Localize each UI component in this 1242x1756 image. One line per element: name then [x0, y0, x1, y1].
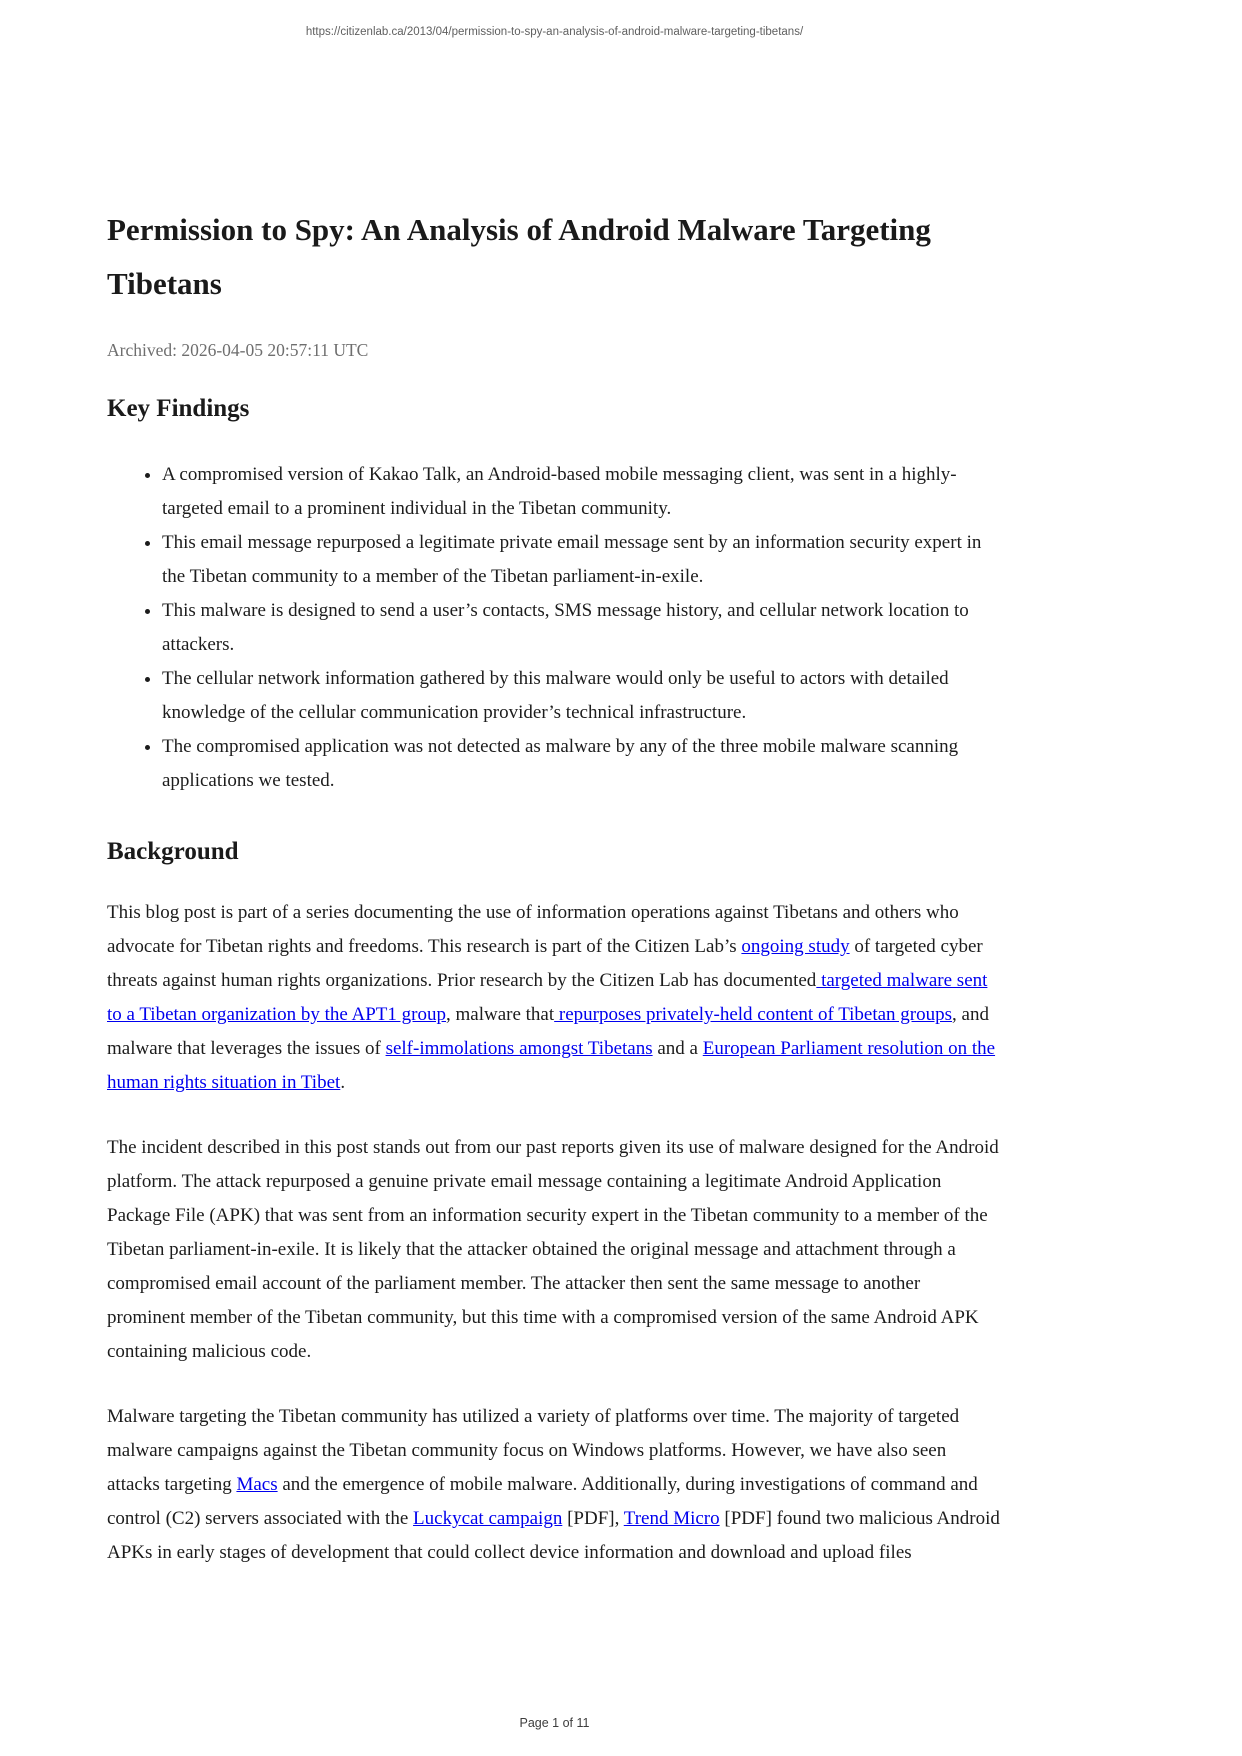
inline-link[interactable]: Macs	[236, 1474, 278, 1495]
key-findings-list	[107, 458, 1002, 798]
section-heading-key-findings: Key Findings	[107, 395, 250, 422]
inline-link[interactable]: Trend Micro	[623, 1508, 720, 1529]
background-paragraph: The incident described in this post stands out from our past reports given its use of malware designed for the Android platform. The attack repurposed a genuine private email message containing a legitimate Android Application Package File (APK) that was sent from an information security expert in the Tibetan community to a member of the Tibetan parliament-in-exile. It is likely that the attacker obtained the original message and attachment through a compromised email account of the parliament member. The attacker then sent the same message to another prominent member of the Tibetan community, but this time with a compromised version of the same Android APK containing malicious code.	[107, 1137, 999, 1362]
archived-timestamp: Archived: 2026-04-05 20:57:11 UTC	[107, 340, 369, 360]
inline-link[interactable]: repurposes privately-held content of Tibetan groups	[554, 1004, 953, 1025]
print-header	[107, 0, 1002, 38]
article-body	[107, 203, 1002, 1570]
inline-link[interactable]: European Parliament resolution on the human rights situation in Tibet	[107, 1038, 996, 1093]
inline-link[interactable]: self-immolations amongst Tibetans	[385, 1038, 653, 1059]
key-finding-item: • This malware is designed to send a user’s contacts, SMS message history, and cellular network location to attackers.	[162, 594, 1002, 662]
key-finding-item: • This email message repurposed a legitimate private email message sent by an information security expert in the Tibetan community to a member of the Tibetan parliament-in-exile.	[162, 526, 1002, 594]
print-footer	[107, 1716, 1002, 1730]
background-paragraph: Malware targeting the Tibetan community has utilized a variety of platforms over time. The majority of targeted malware campaigns against the Tibetan community focus on Windows platforms. However, we have also seen attacks targeting Macs and the emergence of mobile malware. Additionally, during investigations of command and control (C2) servers associated with the Luckycat campaign [PDF], Trend Micro [PDF] found two malicious Android APKs in early stages of development that could collect device information and download and upload files	[107, 1406, 1000, 1563]
key-finding-item: • A compromised version of Kakao Talk, an Android-based mobile messaging client, was sent in a highly-targeted email to a prominent individual in the Tibetan community.	[162, 458, 1002, 526]
background-paragraph: This blog post is part of a series documenting the use of information operations against Tibetans and others who advocate for Tibetan rights and freedoms. This research is part of the Citizen Lab’s ongoing study of targeted cyber threats against human rights organizations. Prior research by the Citizen Lab has documented targeted malware sent to a Tibetan organization by the APT1 group, malware that repurposes privately-held content of Tibetan groups, and malware that leverages the issues of self-immolations amongst Tibetans and a European Parliament resolution on the human rights situation in Tibet.	[107, 902, 996, 1093]
inline-link[interactable]: Luckycat campaign	[413, 1508, 563, 1529]
source-url: https://citizenlab.ca/2013/04/permission-to-spy-an-analysis-of-android-malware-targeting-tibetans/	[305, 26, 804, 38]
inline-link[interactable]: targeted malware sent to a Tibetan organization by the APT1 group	[107, 970, 988, 1025]
inline-link[interactable]: ongoing study	[741, 936, 850, 957]
key-finding-item: • The cellular network information gathered by this malware would only be useful to actors with detailed knowledge of the cellular communication provider’s technical infrastructure.	[162, 662, 1002, 730]
page-number: Page 1 of 11	[519, 1716, 590, 1730]
page-title: Permission to Spy: An Analysis of Android Malware Targeting Tibetans	[107, 212, 931, 301]
key-finding-item: • The compromised application was not detected as malware by any of the three mobile malware scanning applications we tested.	[162, 730, 1002, 798]
section-heading-background: Background	[107, 838, 239, 865]
